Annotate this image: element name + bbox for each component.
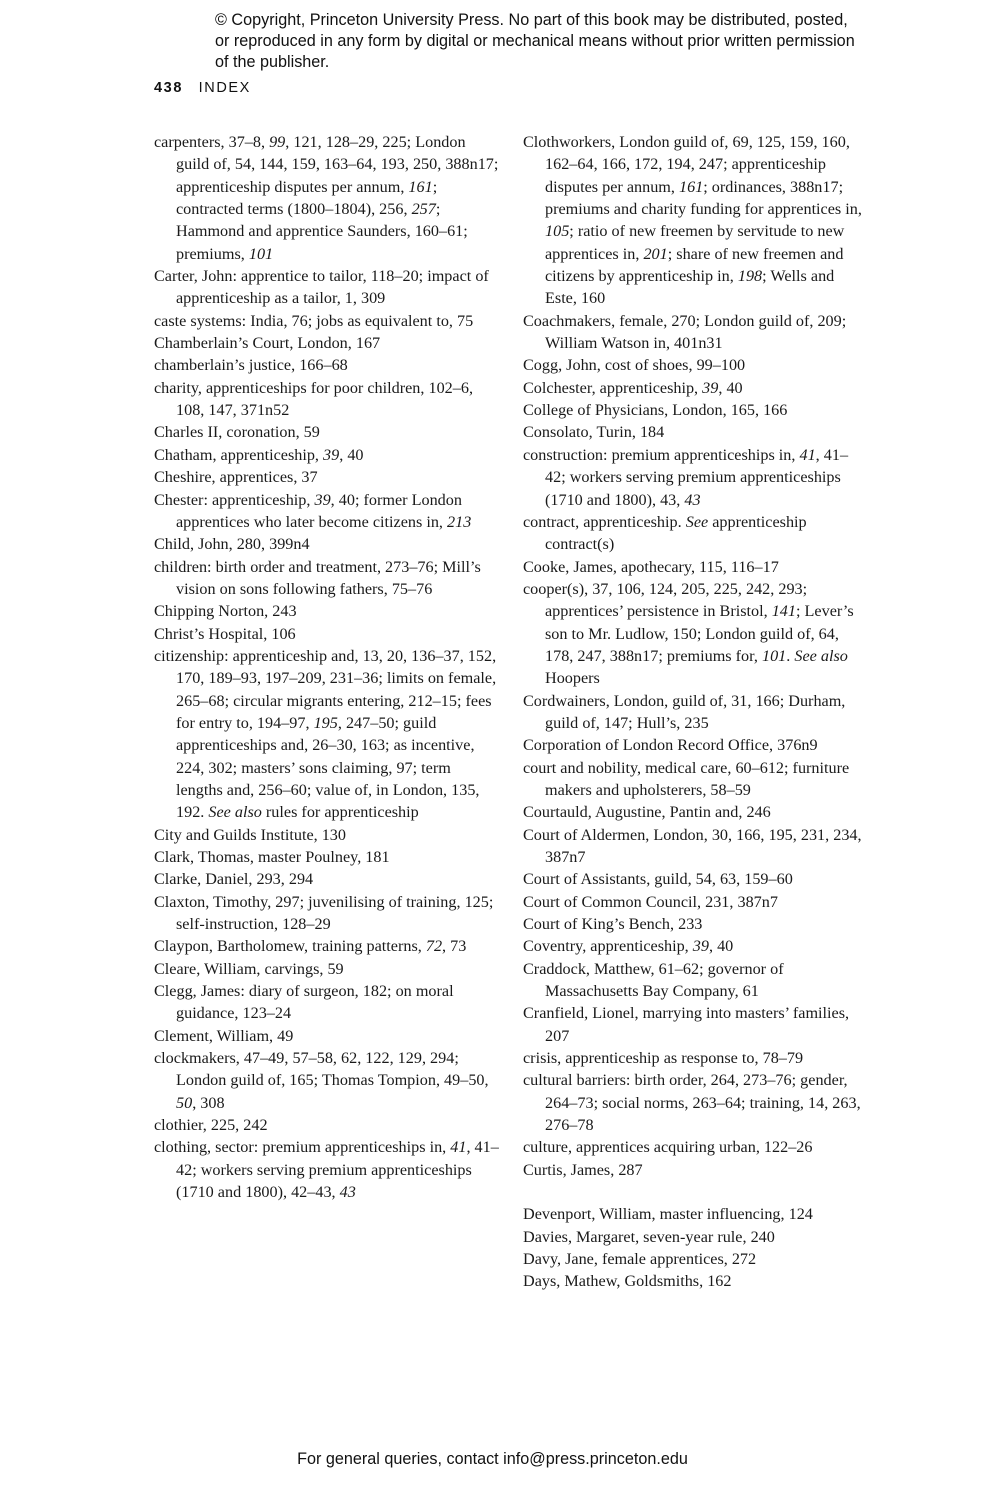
entry-text: Charles II, coronation, 59	[154, 423, 320, 442]
index-entry	[523, 399, 868, 421]
entry-text: court and nobility, medical care, 60–612; furniture makers and upholsterers, 58–59	[523, 758, 850, 799]
italic-locator: 141	[771, 602, 796, 621]
entry-text: culture, apprentices acquiring urban, 122–26	[523, 1138, 813, 1157]
italic-locator: 101	[761, 646, 787, 665]
index-entry	[523, 511, 868, 556]
entry-text: rules for apprenticeship	[261, 803, 419, 822]
italic-locator: 198	[737, 267, 763, 286]
entry-text: Cranfield, Lionel, marrying into masters’ families, 207	[523, 1004, 850, 1045]
entry-text: contract, apprenticeship.	[523, 512, 686, 531]
entry-text: ; Lever’s son to Mr. Ludlow, 150; London guild of, 64, 178, 247, 388n17; premiums for,	[545, 602, 854, 665]
entry-text: Court of Assistants, guild, 54, 63, 159–60	[523, 870, 793, 889]
entry-text: apprenticeship contract(s)	[545, 512, 807, 554]
entry-text: ; Hammond and apprentice Saunders, 160–61; premiums,	[176, 200, 468, 263]
index-entry	[523, 1159, 868, 1181]
entry-text: Cogg, John, cost of shoes, 99–100	[523, 356, 746, 375]
entry-text: cooper(s), 37, 106, 124, 205, 225, 242, 293; apprentices’ persistence in Bristol,	[523, 579, 808, 621]
entry-text: Clegg, James: diary of surgeon, 182; on moral guidance, 123–24	[154, 982, 454, 1023]
entry-text: Coachmakers, female, 270; London guild of, 209; William Watson in, 401n31	[523, 311, 847, 353]
italic-locator: 50	[176, 1093, 193, 1112]
index-entry	[523, 1248, 868, 1270]
entry-text: Cooke, James, apothecary, 115, 116–17	[523, 557, 779, 576]
italic-locator: 161	[408, 177, 433, 196]
index-entry	[154, 846, 499, 868]
footer-contact: For general queries, contact info@press.princeton.edu	[297, 1450, 688, 1468]
index-entry	[523, 1203, 868, 1225]
entry-text: ; share of new freemen and citizens by apprenticeship in,	[545, 244, 844, 286]
index-entry	[154, 1025, 499, 1047]
index-entry	[154, 1136, 499, 1203]
index-entry	[523, 824, 868, 869]
index-entry	[523, 868, 868, 890]
entry-text: construction: premium apprenticeships in,	[523, 445, 800, 464]
entry-text: Cleare, William, carvings, 59	[154, 959, 344, 978]
index-entry	[523, 913, 868, 935]
italic-locator: 99	[269, 133, 286, 151]
index-entry	[154, 645, 499, 824]
entry-text: Claxton, Timothy, 297; juvenilising of training, 125; self-instruction, 128–29	[154, 892, 494, 934]
index-entry	[154, 935, 499, 957]
index-entry	[154, 354, 499, 376]
italic-locator: 41	[799, 445, 816, 464]
entry-text: .	[786, 646, 795, 665]
index-column-left	[154, 131, 499, 1204]
entry-text: ; contracted terms (1800–1804), 256,	[176, 177, 438, 219]
entry-text: ; ratio of new freemen by servitude to new apprentices in,	[545, 222, 845, 263]
index-entry	[154, 980, 499, 1025]
index-entry	[154, 131, 499, 265]
entry-text: Cordwainers, London, guild of, 31, 166; Durham, guild of, 147; Hull’s, 235	[523, 691, 846, 732]
page-number: 438	[154, 80, 183, 96]
index-entry	[523, 891, 868, 913]
index-entry	[154, 600, 499, 622]
entry-text: Corporation of London Record Office, 376n9	[523, 736, 818, 755]
entry-text: children: birth order and treatment, 273–76; Mill’s vision on sons following fathers, 75–76	[154, 557, 481, 598]
index-entry	[523, 377, 868, 399]
entry-text: Davies, Margaret, seven-year rule, 240	[523, 1227, 775, 1246]
section-title: INDEX	[198, 80, 251, 96]
entry-text: Days, Mathew, Goldsmiths, 162	[523, 1272, 732, 1291]
index-entry	[523, 131, 868, 310]
index-entry	[154, 489, 499, 534]
index-entry	[154, 958, 499, 980]
index-entry	[154, 466, 499, 488]
entry-text: Chatham, apprenticeship,	[154, 445, 324, 464]
entry-text: crisis, apprenticeship as response to, 78–79	[523, 1049, 804, 1068]
entry-text: , 40	[339, 445, 364, 464]
index-entry	[154, 623, 499, 645]
index-entry	[523, 1047, 868, 1069]
entry-text: Chester: apprenticeship,	[154, 490, 315, 509]
entry-text: Christ’s Hospital, 106	[154, 624, 296, 643]
italic-locator: 39	[692, 937, 709, 956]
italic-locator: 39	[314, 490, 331, 509]
entry-text: charity, apprenticeships for poor children, 102–6, 108, 147, 371n52	[154, 378, 474, 420]
italic-locator: 41	[450, 1138, 467, 1157]
italic-locator: See also	[208, 803, 262, 822]
index-entry	[154, 533, 499, 555]
index-entry	[523, 935, 868, 957]
entry-text: Clothworkers, London guild of, 69, 125, 159, 160, 162–64, 166, 172, 194, 247; apprenticeship disputes per annum,	[523, 133, 850, 196]
index-entry	[154, 556, 499, 601]
entry-text: clockmakers, 47–49, 57–58, 62, 122, 129, 294; London guild of, 165; Thomas Tompion, 49–50,	[154, 1049, 489, 1090]
entry-text: chamberlain’s justice, 166–68	[154, 356, 348, 375]
entry-text: Craddock, Matthew, 61–62; governor of Massachusetts Bay Company, 61	[523, 959, 784, 1001]
index-entry	[154, 868, 499, 890]
entry-text: Clement, William, 49	[154, 1026, 294, 1045]
italic-locator: 39	[702, 378, 719, 397]
entry-text: Curtis, James, 287	[523, 1160, 643, 1179]
entry-text: clothing, sector: premium apprenticeships in,	[154, 1138, 451, 1157]
index-entry	[523, 354, 868, 376]
italic-locator: 213	[447, 512, 472, 531]
letter-group-gap	[523, 1181, 868, 1203]
entry-text: clothier, 225, 242	[154, 1116, 268, 1135]
entry-text: carpenters, 37–8,	[154, 133, 270, 151]
entry-text: ; Wells and Este, 160	[545, 267, 835, 308]
index-entry	[154, 891, 499, 936]
italic-locator: See also	[794, 646, 848, 665]
index-entry	[523, 444, 868, 511]
index-entry	[523, 1069, 868, 1136]
index-entry	[154, 332, 499, 354]
entry-text: , 73	[442, 937, 467, 956]
entry-text: caste systems: India, 76; jobs as equivalent to, 75	[154, 311, 474, 330]
entry-text: Colchester, apprenticeship,	[523, 378, 703, 397]
index-entry	[523, 801, 868, 823]
italic-locator: 257	[411, 200, 436, 219]
italic-locator: 72	[425, 937, 443, 956]
entry-text: Court of King’s Bench, 233	[523, 915, 703, 934]
entry-text: Cheshire, apprentices, 37	[154, 468, 318, 487]
italic-locator: 105	[545, 222, 570, 241]
italic-locator: See	[685, 512, 709, 531]
copyright-notice: © Copyright, Princeton University Press. No part of this book may be distributed, posted, or reproduced in any form by digital or mechanical means without prior written permission of the publisher.	[215, 11, 855, 71]
entry-text: Carter, John: apprentice to tailor, 118–20; impact of apprenticeship as a tailor, 1, 309	[154, 267, 489, 308]
italic-locator: 39	[323, 445, 340, 464]
index-column-right	[523, 131, 868, 1293]
entry-text: Davy, Jane, female apprentices, 272	[523, 1249, 757, 1268]
italic-locator: 43	[339, 1183, 356, 1202]
running-head	[154, 80, 251, 96]
italic-locator: 201	[643, 244, 668, 263]
entry-text: , 121, 128–29, 225; London guild of, 54, 144, 159, 163–64, 193, 250, 388n17; apprenticeship disputes per annum,	[176, 133, 499, 196]
index-entry	[154, 377, 499, 422]
index-entry	[523, 421, 868, 443]
italic-locator: 195	[313, 713, 338, 732]
entry-text: , 247–50; guild apprenticeships and, 26–30, 163; as incentive, 224, 302; masters’ sons claiming, 97; term lengths and, 256–60; value of, in London, 135, 192.	[176, 713, 480, 822]
entry-text: ; ordinances, 388n17; premiums and charity funding for apprentices in,	[545, 177, 862, 219]
entry-text: Chipping Norton, 243	[154, 602, 297, 621]
entry-text: , 41–42; workers serving premium apprenticeships (1710 and 1800), 43,	[545, 445, 849, 509]
entry-text: , 41–42; workers serving premium apprenticeships (1710 and 1800), 42–43,	[176, 1138, 499, 1202]
entry-text: Clark, Thomas, master Poulney, 181	[154, 848, 390, 866]
entry-text: Court of Aldermen, London, 30, 166, 195, 231, 234, 387n7	[523, 825, 862, 866]
entry-text: citizenship: apprenticeship and, 13, 20, 136–37, 152, 170, 189–93, 197–209, 231–36; limits on female, 265–68; circular migrants entering, 212–15; fees for entry to, 194–97,	[154, 646, 497, 732]
entry-text: Coventry, apprenticeship,	[523, 937, 693, 956]
index-entry	[154, 1047, 499, 1114]
entry-text: , 40	[708, 937, 734, 956]
entry-text: cultural barriers: birth order, 264, 273–76; gender, 264–73; social norms, 263–64; training, 14, 263, 276–78	[523, 1071, 861, 1135]
index-entry	[523, 310, 868, 355]
index-entry	[523, 1270, 868, 1292]
index-entry	[154, 421, 499, 443]
entry-text: Chamberlain’s Court, London, 167	[154, 334, 381, 353]
entry-text: City and Guilds Institute, 130	[154, 825, 346, 844]
entry-text: Hoopers	[545, 669, 600, 688]
entry-text: , 40	[718, 378, 743, 397]
index-entry	[523, 734, 868, 756]
italic-locator: 101	[248, 244, 274, 263]
index-entry	[154, 1114, 499, 1136]
italic-locator: 43	[684, 490, 701, 509]
entry-text: Clarke, Daniel, 293, 294	[154, 870, 314, 889]
entry-text: Devenport, William, master influencing, 124	[523, 1205, 813, 1224]
entry-text: College of Physicians, London, 165, 166	[523, 401, 788, 420]
index-entry	[523, 556, 868, 578]
entry-text: Child, John, 280, 399n4	[154, 535, 310, 554]
index-entry	[523, 1226, 868, 1248]
entry-text: Claypon, Bartholomew, training patterns,	[154, 937, 426, 956]
index-entry	[154, 310, 499, 332]
index-entry	[523, 690, 868, 735]
entry-text: Court of Common Council, 231, 387n7	[523, 892, 778, 911]
entry-text: , 308	[192, 1093, 225, 1112]
index-entry	[523, 958, 868, 1003]
index-entry	[154, 444, 499, 466]
index-entry	[154, 265, 499, 310]
index-entry	[154, 824, 499, 846]
entry-text: Courtauld, Augustine, Pantin and, 246	[523, 803, 771, 822]
entry-text: , 40; former London apprentices who later become citizens in,	[176, 490, 462, 531]
entry-text: Consolato, Turin, 184	[523, 423, 665, 442]
index-entry	[523, 1002, 868, 1047]
index-entry	[523, 578, 868, 690]
italic-locator: 161	[678, 177, 704, 196]
index-entry	[523, 1136, 868, 1158]
index-entry	[523, 757, 868, 802]
